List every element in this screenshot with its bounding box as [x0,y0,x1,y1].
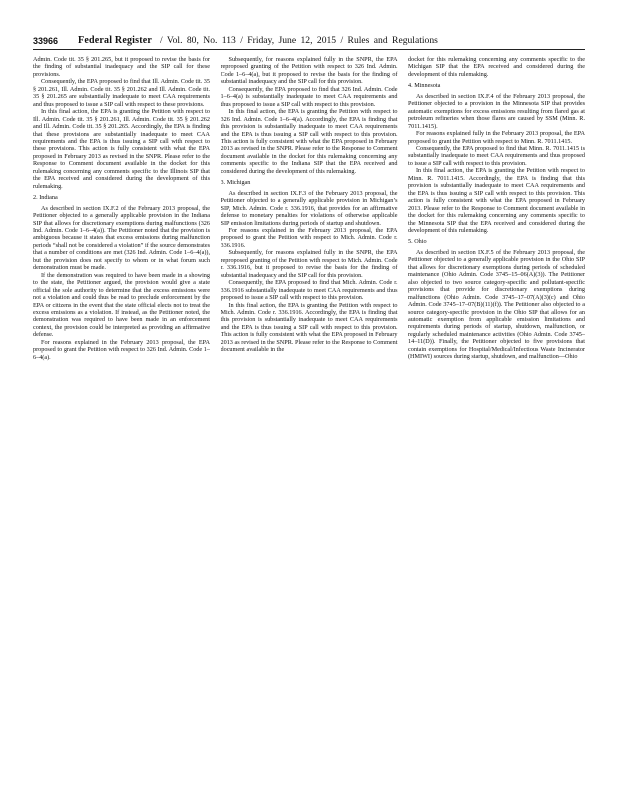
paragraph: Consequently, the EPA proposed to find that Minn. R. 7011.1415 is substantially inadequate to meet CAA requirements and thus proposed to issue a SIP call with respect to this provision. [408,144,585,167]
paragraph: As described in section IX.F.2 of the February 2013 proposal, the Petitioner objected to a generally applicable provision in the Indiana SIP that allows for discretionary exemptions during malfunctions (326 Ind. Admin. Code 1–6–4(a)). The Petitioner noted that the provision is ambiguous because it states that excess emissions during malfunction periods “shall not be considered a violation” if the source demonstrates that a number of conditions are met (326 Ind. Admin. Code 1–6–4(a)), but the provision does not specify to whom or in what forum such demonstration must be made. [33,204,210,272]
paragraph: Consequently, the EPA proposed to find that 326 Ind. Admin. Code 1–6–4(a) is substantially inadequate to meet CAA requirements and thus proposed to issue a SIP call with respect to this provision. [220,85,398,108]
paragraph: If the demonstration was required to have been made in a showing to the state, the Petitioner argued, the provision would give a state official the sole authority to determine that the excess emissions were not a violation and could thus be read to preclude enforcement by the EPA or citizens in the event that the state official elects not to treat the excess emissions as a violation. If instead, as the Petitioner noted, the demonstration was required to have been made in an enforcement context, the provision could be interpreted as providing an affirmative defense. [33,271,210,339]
paragraph: Admin. Code tit. 35 § 201.265, but it proposed to revise the basis for the finding of substantial inadequacy and the SIP call for these provisions. [33,56,210,78]
column-2 [221,56,398,784]
paragraph: As described in section IX.F.4 of the February 2013 proposal, the Petitioner objected to a provision in the Minnesota SIP that provides automatic exemptions for excess emissions resulting from flared gas at petroleum refineries when those flares are caused by SSM (Minn. R. 7011.1415). [408,92,585,130]
paragraph: For reasons explained fully in the February 2013 proposal, the EPA proposed to grant the Petition with respect to Minn. R. 7011.1415. [408,130,585,145]
paragraph: In this final action, the EPA is granting the Petition with respect to Ill. Admin. Code tit. 35 § 201.261, Ill. Admin. Code tit. 35 § 201.262 and Ill. Admin. Code tit. 35 § 201.265. Accordingly, the EPA is finding that these provisions are substantially inadequate to meet CAA requirements and the EPA is thus issuing a SIP call with respect to these provisions. This action is fully consistent with what the EPA proposed in February 2013 as revised in the SNPR. Please refer to the Response to Comment document available in the docket for this rulemaking concerning any comments specific to the Illinois SIP that the EPA received and considered during the development of this rulemaking. [33,108,210,190]
section-heading: 2. Indiana [33,194,58,202]
paragraph: In this final action, the EPA is granting the Petition with respect to Mich. Admin. Code r. 336.1916. Accordingly, the EPA is finding that this provision is substantially inadequate to meet CAA requirements and the EPA is thus issuing a SIP call with respect to this provision. This action is fully consistent with what the EPA proposed in February 2013 as revised in the SNPR. Please refer to the Response to Comment document available in the [220,301,398,354]
paragraph: Subsequently, for reasons explained fully in the SNPR, the EPA reproposed granting of the Petition with respect to Mich. Admin. Code r. 336.1916, but it proposed to revise the basis for the finding of substantial inadequacy and the SIP call for this provision. [220,249,398,279]
column-1 [33,56,210,784]
paragraph: Subsequently, for reasons explained fully in the SNPR, the EPA reproposed granting of the Petition with respect to 326 Ind. Admin. Code 1–6–4(a), but it proposed to revise the basis for the finding of substantial inadequacy and the SIP call for this provision. [220,56,398,86]
paragraph: As described in section IX.F.3 of the February 2013 proposal, the Petitioner objected to a generally applicable provision in Michigan’s SIP, Mich. Admin. Code r. 336.1916, that provides for an affirmative defense to monetary penalties for violations of otherwise applicable SIP emission limitations during periods of startup and shutdown. [220,189,398,227]
section-heading: 5. Ohio [408,238,427,246]
paragraph: For reasons explained in the February 2013 proposal, the EPA proposed to grant the Petition with respect to 326 Ind. Admin. Code 1–6–4(a). [33,338,210,361]
paragraph: Consequently, the EPA proposed to find that Mich. Admin. Code r. 336.1916 substantially inadequate to meet CAA requirements and thus proposed to issue a SIP call with respect to this provision. [220,279,398,302]
issue-line: / Vol. 80, No. 113 / Friday, June 12, 2015 / Rules and Regulations [160,35,438,46]
paragraph: In this final action, the EPA is granting the Petition with respect to 326 Ind. Admin. Code 1–6–4(a). Accordingly, the EPA is finding that this provision is substantially inadequate to meet CAA requirements and the EPA is thus issuing a SIP call with respect to this provision. This action is fully consistent with what the EPA proposed in February 2013 as revised in the SNPR. Please refer to the Response to Comment document available in the docket for this rulemaking concerning any comments specific to the Indiana SIP that the EPA received and considered during the development of this rulemaking. [220,108,398,175]
paragraph: For reasons explained in the February 2013 proposal, the EPA proposed to grant the Petition with respect to Mich. Admin. Code r. 336.1916. [220,226,398,249]
section-heading: 4. Minnesota [408,82,441,90]
paragraph: Consequently, the EPA proposed to find that Ill. Admin. Code tit. 35 § 201.261, Ill. Admin. Code tit. 35 § 201.262 and Ill. Admin. Code tit. 35 § 201.265 are substantially inadequate to meet CAA requirements and thus proposed to issue a SIP call with respect to these provisions. [33,78,210,108]
journal-title: Federal Register [78,35,153,46]
paragraph: docket for this rulemaking concerning any comments specific to the Michigan SIP that the EPA received and considered during the development of this rulemaking. [408,56,585,78]
section-heading: 3. Michigan [220,179,251,187]
page-header [33,33,585,49]
page-number: 33966 [33,36,59,46]
paragraph: As described in section IX.F.5 of the February 2013 proposal, the Petitioner objected to a generally applicable provision in the Ohio SIP that allows for discretionary exemptions during periods of scheduled maintenance (Ohio Admin. Code 3745–15–06(A)(3)). The Petitioner also objected to two source category-specific and pollutant-specific provisions that provide for discretionary exemptions during malfunctions (Ohio Admin. Code 3745–17–07(A)(3)(c) and Ohio Admin. Code 3745–17–07(B)(11)(f)). The Petitioner also objected to a source category-specific provision in the Ohio SIP that allows for an automatic exemption from applicable emission limitations and requirements during periods of startup, shutdown, malfunction, or regularly scheduled maintenance activities (Ohio Admin. Code 3745–14–11(D)). Finally, the Petitioner objected to five provisions that contain exemptions for Hospital/Medical/Infectious Waste Incinerator (HMIWI) sources during startup, shutdown, and malfunction—Ohio [408,248,585,361]
text-columns [33,56,585,784]
header-rule [33,49,585,50]
paragraph: In this final action, the EPA is granting the Petition with respect to Minn. R. 7011.1415. Accordingly, the EPA is finding that this provision is substantially inadequate to meet CAA requirements and the EPA is thus issuing a SIP call with respect to this provision. This action is fully consistent with what the EPA proposed in February 2013. Please refer to the Response to Comment document available in the docket for this rulemaking concerning any comments specific to the Minnesota SIP that the EPA received and considered during the development of this rulemaking. [408,167,585,234]
column-3 [408,56,585,784]
